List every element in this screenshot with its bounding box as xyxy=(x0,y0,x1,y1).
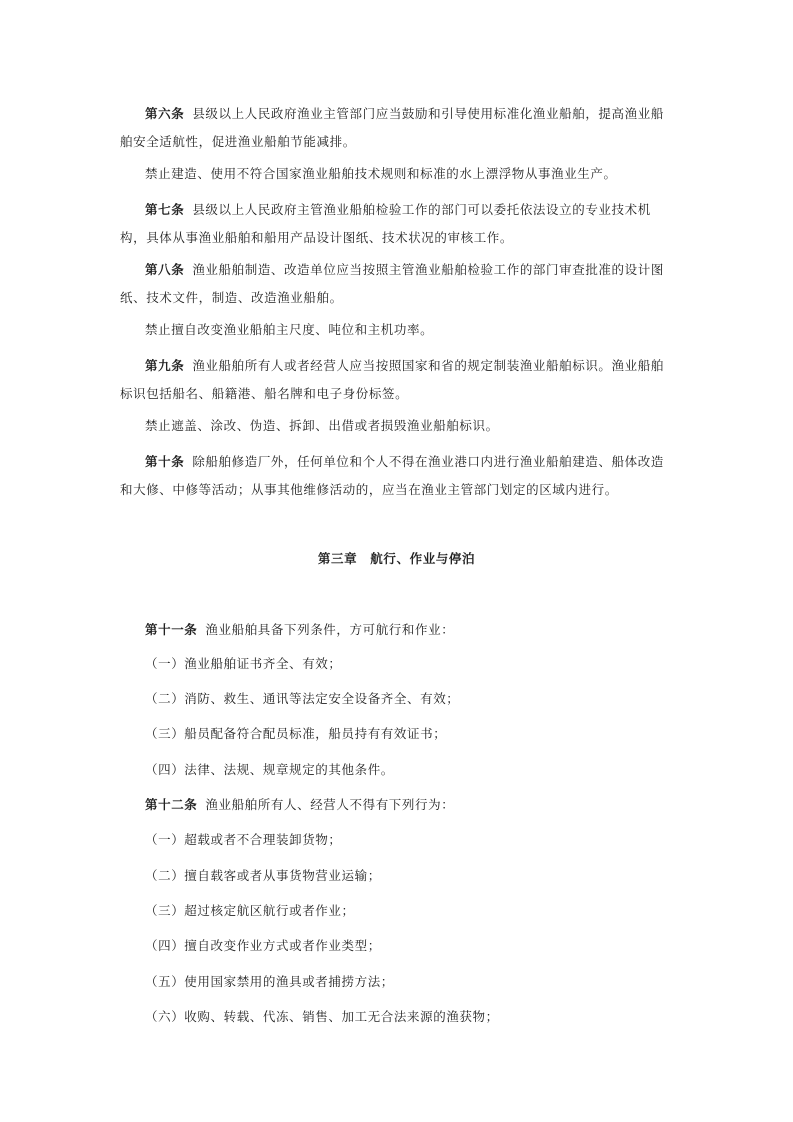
list-item xyxy=(120,932,676,960)
article-label: 第七条 xyxy=(145,202,185,217)
paragraph xyxy=(120,412,676,440)
list-item xyxy=(120,650,676,678)
item-text: （四）擅自改变作业方式或者作业类型； xyxy=(145,938,381,953)
item-text: （一）超载或者不合理装卸货物； xyxy=(145,832,342,847)
article-12 xyxy=(120,791,676,819)
list-item xyxy=(120,756,676,784)
article-text: 禁止擅自改变渔业船舶主尺度、吨位和主机功率。 xyxy=(145,322,434,337)
paragraph xyxy=(120,316,676,344)
article-6 xyxy=(120,100,676,156)
article-9 xyxy=(120,352,676,408)
list-item xyxy=(120,862,676,890)
item-text: （一）渔业船舶证书齐全、有效； xyxy=(145,656,342,671)
item-text: （三）超过核定航区航行或者作业； xyxy=(145,903,355,918)
list-item xyxy=(120,826,676,854)
article-text: 渔业船舶制造、改造单位应当按照主管渔业船舶检验工作的部门审查批准的设计图纸、技术文件，制造、改造渔业船舶。 xyxy=(120,262,664,305)
article-text: 渔业船舶所有人、经营人不得有下列行为： xyxy=(205,797,455,812)
paragraph xyxy=(120,160,676,188)
item-text: （四）法律、法规、规章规定的其他条件。 xyxy=(145,762,394,777)
article-10 xyxy=(120,448,676,504)
item-text: （六）收购、转载、代冻、销售、加工无合法来源的渔获物； xyxy=(145,1009,499,1024)
article-text: 县级以上人民政府渔业主管部门应当鼓励和引导使用标准化渔业船舶，提高渔业船舶安全适航性，促进渔业船舶节能减排。 xyxy=(120,106,664,149)
item-text: （三）船员配备符合配员标准，船员持有有效证书； xyxy=(145,726,447,741)
article-label: 第十一条 xyxy=(145,622,198,637)
article-11 xyxy=(120,616,676,644)
article-label: 第十条 xyxy=(145,454,185,469)
list-item xyxy=(120,1003,676,1031)
list-item xyxy=(120,968,676,996)
item-text: （二）消防、救生、通讯等法定安全设备齐全、有效； xyxy=(145,691,460,706)
item-text: （二）擅自载客或者从事货物营业运输； xyxy=(145,868,381,883)
article-text: 禁止建造、使用不符合国家渔业船舶技术规则和标准的水上漂浮物从事渔业生产。 xyxy=(145,166,617,181)
article-text: 除船舶修造厂外，任何单位和个人不得在渔业港口内进行渔业船舶建造、船体改造和大修、中修等活动；从事其他维修活动的，应当在渔业主管部门划定的区域内进行。 xyxy=(120,454,664,497)
article-label: 第六条 xyxy=(145,106,185,121)
list-item xyxy=(120,720,676,748)
article-label: 第九条 xyxy=(145,358,185,373)
article-text: 禁止遮盖、涂改、伪造、拆卸、出借或者损毁渔业船舶标识。 xyxy=(145,418,499,433)
article-text: 渔业船舶所有人或者经营人应当按照国家和省的规定制装渔业船舶标识。渔业船舶标识包括船名、船籍港、船名牌和电子身份标签。 xyxy=(120,358,664,401)
list-item xyxy=(120,685,676,713)
article-text: 渔业船舶具备下列条件，方可航行和作业： xyxy=(205,622,455,637)
article-label: 第十二条 xyxy=(145,797,198,812)
article-text: 县级以上人民政府主管渔业船舶检验工作的部门可以委托依法设立的专业技术机构，具体从事渔业船舶和船用产品设计图纸、技术状况的审核工作。 xyxy=(120,202,651,245)
list-item xyxy=(120,897,676,925)
article-7 xyxy=(120,196,676,252)
item-text: （五）使用国家禁用的渔具或者捕捞方法； xyxy=(145,974,394,989)
chapter-heading: 第三章 航行、作业与停泊 xyxy=(317,551,476,566)
article-8 xyxy=(120,256,676,312)
article-label: 第八条 xyxy=(145,262,185,277)
